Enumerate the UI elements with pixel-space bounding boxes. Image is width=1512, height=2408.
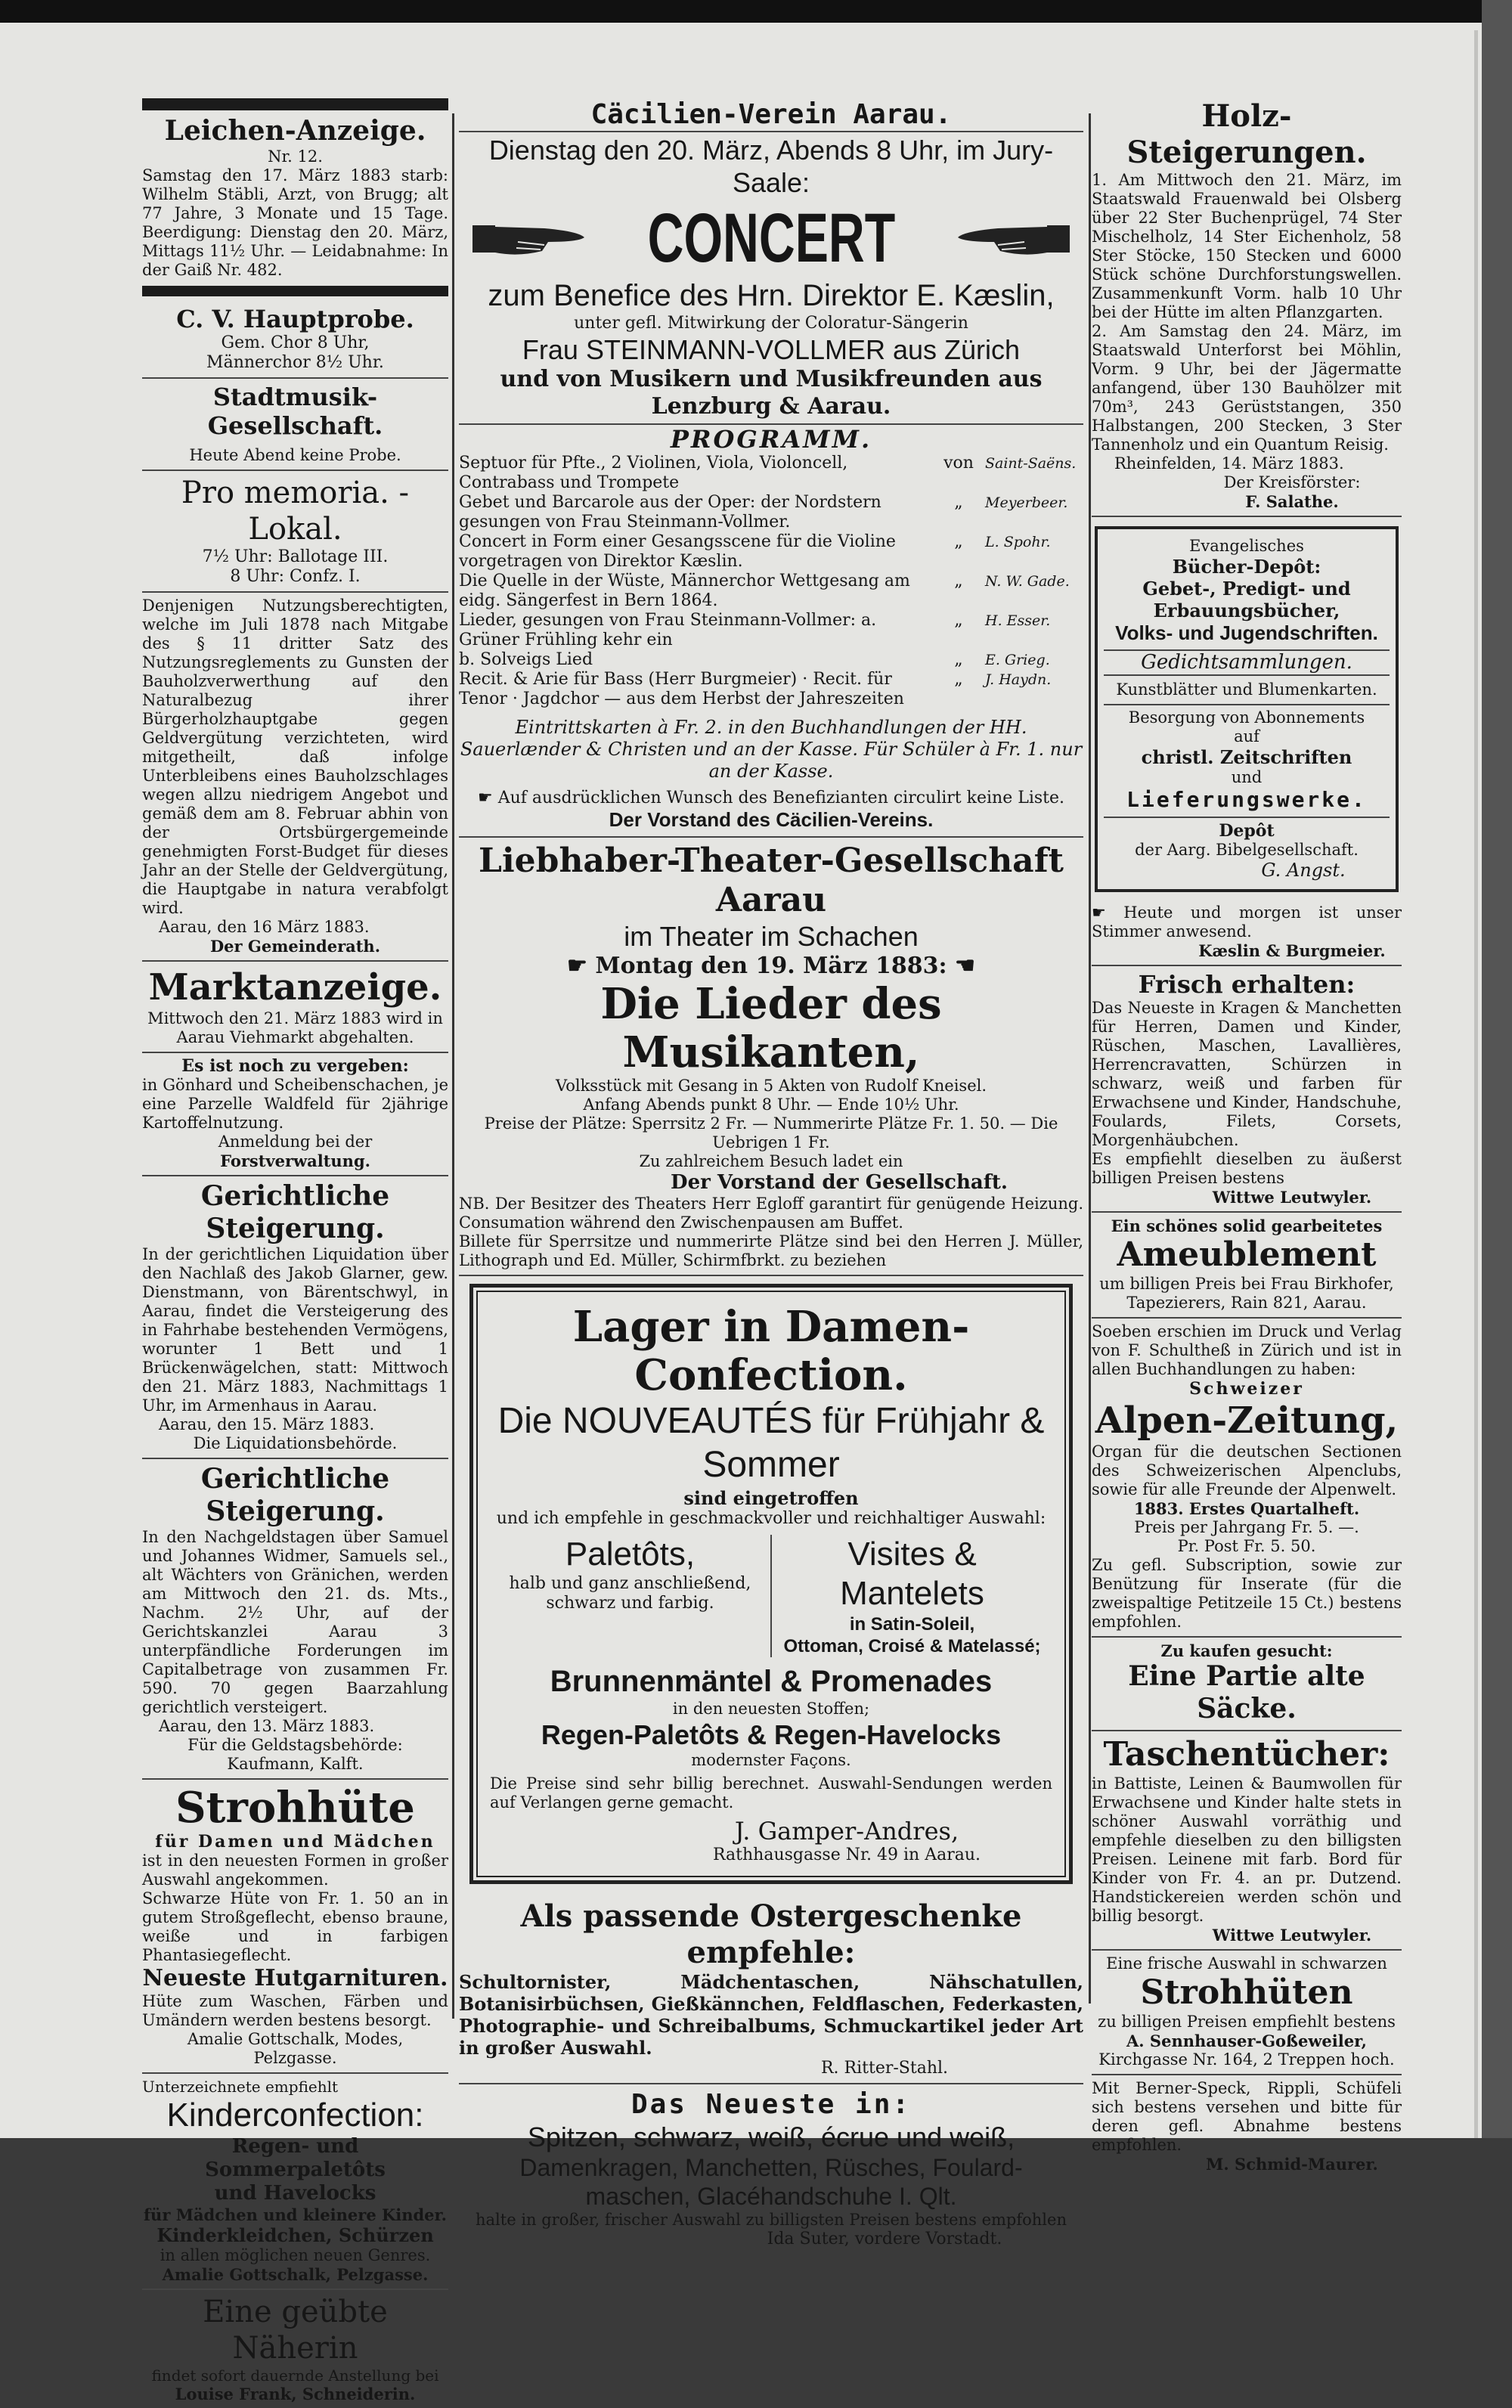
program-item-ditto: von	[943, 454, 974, 473]
buecher-line: Evangelisches	[1189, 537, 1304, 555]
ostern-sign: R. Ritter-Stahl.	[820, 2059, 949, 2078]
alpen-text2: Zu gefl. Subscription, sowie zur Benützung für Inserate (für die zweispaltige Petitzeile 15 Ct.) bestens empfohlen.	[1092, 1556, 1402, 1631]
gerichtliche-steigerung-2	[142, 1459, 448, 1780]
kinder-line: Regen- und Sommerpaletôts	[205, 2135, 386, 2181]
program-item	[459, 572, 1083, 611]
buecher-line: Volks- und Jugendschriften.	[1115, 621, 1378, 644]
column-left	[142, 95, 448, 2408]
buecher-line: Besorgung von Abonnements	[1104, 704, 1390, 727]
stimmer-text: Heute und morgen ist unser Stimmer anwesend.	[1092, 903, 1402, 941]
scan-top-edge	[0, 0, 1512, 23]
concert-title-row	[459, 199, 1083, 277]
program-item-title: Septuor für Pfte., 2 Violinen, Viola, Violoncell, Contrabass und Trompete	[459, 454, 848, 492]
gericht1-text: In der gerichtlichen Liquidation über den Nachlaß des Jakob Glarner, gew. Dienstmann, von Bärentschwyl, in Aarau, findet die Versteigerung des in Fahrhabe bestehenden Vermögens, worunter 1 Bett und 1 Brückenwägelchen, statt: Mittwoch den 21. März 1883, Nachmittags 1 Uhr, im Armenhaus in Aarau.	[142, 1245, 448, 1415]
saecke-title: Eine Partie alte Säcke.	[1128, 1660, 1365, 1725]
concert-with: unter gefl. Mitwirkung der Coloratur-Sängerin	[574, 314, 968, 333]
concert-society: Cäcilien-Verein Aarau.	[590, 99, 952, 130]
rule-bar	[142, 98, 448, 110]
frisch-text2: Es empfiehlt dieselben zu äußerst billigen Preisen bestens	[1092, 1150, 1402, 1187]
ostern-text: Schultornister, Mädchentaschen, Nähschatullen, Botanisirbüchsen, Gießkännchen, Feldflaschen, Federkasten, Photographie- und Schreibalbums, Schmuckartikel jeder Art in großer Auswahl.	[459, 1971, 1083, 2059]
stroh-text3: Hüte zum Waschen, Färben und Umändern werden bestens besorgt.	[142, 1992, 448, 2029]
concert-title: CONCERT	[647, 200, 895, 277]
stroh-title2: Neueste Hutgarnituren.	[142, 1965, 448, 1991]
neueste-title: Das Neueste in:	[631, 2089, 912, 2120]
kinderconfection	[142, 2074, 448, 2290]
alpen-title: Alpen-Zeitung,	[1095, 1399, 1399, 1442]
buecher-line: Gebet-, Predigt- und Erbauungsbücher,	[1142, 578, 1351, 621]
neueste-sign: Ida Suter, vordere Vorstadt.	[767, 2230, 1002, 2248]
cv-hauptprobe	[142, 301, 448, 379]
buecher-line: der Aarg. Bibelgesellschaft.	[1135, 841, 1359, 859]
program-item-title: Concert in Form einer Gesangsscene für die Violine vorgetragen von Direktor Kæslin.	[459, 532, 896, 571]
concert-ad	[459, 95, 1083, 838]
gericht1-title: Gerichtliche Steigerung.	[200, 1180, 390, 1244]
alpen-year: 1883. Erstes Quartalheft.	[1133, 1499, 1360, 1518]
damen-right-line: Ottoman, Croisé & Matelassé;	[783, 1636, 1041, 1656]
gericht1-date: Aarau, den 15. März 1883.	[159, 1415, 375, 1433]
neueste-ad	[459, 2084, 1083, 2254]
kinder-line: für Mädchen und kleinere Kinder.	[144, 2205, 447, 2224]
damen-regen: Regen-Paletôts & Regen-Havelocks	[541, 1719, 1002, 1750]
stroh-text2: Schwarze Hüte von Fr. 1. 50 an in gutem Stroßgeflecht, ebenso braune, weiße und in farbigen Phantasiegeflecht.	[142, 1889, 448, 1964]
theater-date: Montag den 19. März 1883:	[595, 953, 947, 979]
frisch-erhalten	[1092, 966, 1402, 1213]
nutzung-text: Denjenigen Nutzungsberechtigten, welche im Juli 1878 nach Mitgabe des § 11 dritter Satz des Nutzungsreglements zu Gunsten der Bauholzverwerthung auf den Naturalbezug ihrer Bürgerholzhauptgabe gegen Geldvergütung verzichteten, wird mitgetheilt, daß infolge Unterbleibens eines Bauholzschlages wegen allzu niedrigem Angebot und gemäß dem am 8. Februar abhin von der Ortsbürgergemeinde genehmigten Forst-Budget für dieses Jahr an der Stelle der Geldvergütung, die Hauptgabe in natura verabfolgt wird.	[142, 597, 448, 917]
neueste-line: Damenkragen, Manchetten, Rüsches, Foulard-	[519, 2154, 1023, 2181]
markt-text2: in Gönhard und Scheibenschachen, je eine Parzelle Waldfeld für 2jährige Kartoffelnutzung.	[142, 1076, 448, 1132]
marktanzeige	[142, 962, 448, 1176]
nutzung-date: Aarau, den 16 März 1883.	[159, 918, 370, 936]
ameub-pre: Ein schönes solid gearbeitetes	[1111, 1216, 1383, 1235]
program-item-ditto: „	[954, 532, 963, 551]
alpen-text: Organ für die deutschen Sectionen des Schweizerischen Alpenclubs, sowie für alle Freunde der Alpenwelt.	[1092, 1443, 1402, 1498]
promemoria-line: 8 Uhr: Confz. I.	[230, 567, 361, 586]
column-rule-left	[452, 113, 454, 2019]
theater-play: Die Lieder des Musikanten,	[600, 979, 942, 1077]
concert-singer: Frau STEINMANN-VOLLMER aus Zürich	[522, 334, 1021, 365]
program-list	[459, 454, 1083, 709]
program-item-ditto: „	[954, 493, 963, 512]
concert-note: Auf ausdrücklichen Wunsch des Benefizianten circulirt keine Liste.	[497, 789, 1064, 807]
gericht2-text: In den Nachgeldstagen über Samuel und Johannes Widmer, Samuels sel., alt Wächters von Gränichen, werden am Mittwoch den 21. ds. Mts., Nachm. 2½ Uhr, auf der Gerichtskanzlei Aarau 3 unterpfändliche Forderungen im Capitalbetrage von zusammen Fr. 590. 70 gegen Baarzahlung gerichtlich versteigert.	[142, 1528, 448, 1716]
promemoria-title: Pro memoria. - Lokal.	[181, 476, 410, 547]
stroh-text: ist in den neuesten Formen in großer Auswahl angekommen.	[142, 1852, 448, 1889]
holz-text: 2. Am Samstag den 24. März, im Staatswald Unterforst bei Möhlin, Vorm. 9 Uhr, bei der Jägermatte anfangend, über 130 Bauhölzer mit 70m³, 243 Gerüststangen, 350 Halbstangen, 200 Stecken, 3 Ster Tannenholz und ein Quantum Reisig.	[1092, 322, 1402, 454]
program-item-title: Lieder, gesungen von Frau Steinmann-Vollmer: a. Grüner Frühling kehr ein	[459, 611, 877, 649]
tasch-text: in Battiste, Leinen & Baumwollen für Erwachsene und Kinder halte stets in schöner Auswahl vorräthig und empfehle dieselben zu den billigsten Preisen. Leinene mit farb. Bord für Kinder von Fr. 4. an pr. Dutzend. Handstickereien werden schön und billig besorgt.	[1092, 1774, 1402, 1925]
program-item-author: L. Spohr.	[985, 534, 1051, 550]
naeherin-sign: Louise Frank, Schneiderin.	[175, 2385, 416, 2403]
damen-sign: J. Gamper-Andres,	[734, 1817, 959, 1846]
markt-sub: Es ist noch zu vergeben:	[142, 1052, 448, 1076]
kinder-sign: Amalie Gottschalk, Pelzgasse.	[162, 2265, 429, 2284]
pro-memoria	[142, 471, 448, 593]
program-item-title: Gebet und Barcarole aus der Oper: der Nordstern gesungen von Frau Steinmann-Vollmer.	[459, 493, 881, 531]
buecher-line: Gedichtsammlungen.	[1104, 649, 1390, 676]
neueste-line: Spitzen, schwarz, weiß, écrue und weiß,	[527, 2121, 1015, 2152]
page-fold-line	[1474, 30, 1478, 2138]
buecher-line: christl. Zeitschriften	[1141, 746, 1352, 768]
program-item-author: Saint-Saëns.	[985, 455, 1077, 472]
cv-line: Männerchor 8½ Uhr.	[206, 353, 384, 372]
alpen-price: Pr. Post Fr. 5. 50.	[1177, 1537, 1316, 1555]
concert-sign: Der Vorstand des Cäcilien-Vereins.	[609, 808, 934, 831]
damen-left	[490, 1535, 770, 1657]
theater-prices: Preise der Plätze: Sperrsitz 2 Fr. — Nummerirte Plätze Fr. 1. 50. — Die Uebrigen 1 Fr.	[484, 1114, 1058, 1151]
taschentuecher-ad	[1092, 1731, 1402, 1951]
program-item	[459, 493, 1083, 532]
kinder-intro: Unterzeichnete empfiehlt	[142, 2078, 339, 2096]
damen-title: Lager in Damen-Confection.	[572, 1302, 970, 1400]
pointing-hand-small-icon: ☛	[1092, 903, 1124, 922]
alpen-price: Preis per Jahrgang Fr. 5. —.	[1134, 1518, 1359, 1536]
leichen-anzeige	[142, 95, 448, 301]
program-item-ditto: „	[954, 670, 963, 689]
theater-place: im Theater im Schachen	[624, 921, 919, 952]
markt-text: Mittwoch den 21. März 1883 wird in Aarau Viehmarkt abgehalten.	[147, 1009, 443, 1046]
damen-twocol	[490, 1535, 1052, 1657]
gericht2-title: Gerichtliche Steigerung.	[200, 1463, 390, 1527]
nutzung-notice	[142, 593, 448, 962]
pointing-hand-small-icon: ☛	[477, 789, 493, 807]
rule-bar	[142, 286, 448, 296]
buecher-line: Kunstblätter und Blumenkarten.	[1116, 680, 1377, 699]
markt-title: Marktanzeige.	[148, 966, 442, 1009]
program-item-author: N. W. Gade.	[985, 573, 1070, 590]
column-middle	[459, 95, 1083, 2254]
buecher-line: und	[1231, 768, 1263, 786]
holz-steigerungen	[1092, 95, 1402, 517]
kinder-line: und Havelocks	[214, 2182, 376, 2205]
program-item-author: H. Esser.	[985, 612, 1051, 629]
strohhueten-text: zu billigen Preisen empfiehlt bestens	[1098, 2013, 1396, 2031]
program-item-author: E. Grieg.	[985, 652, 1050, 668]
concert-note-row	[459, 789, 1083, 808]
kinder-title: Kinderconfection:	[166, 2097, 424, 2134]
concert-musicians: und von Musikern und Musikfreunden aus Lenzburg & Aarau.	[500, 366, 1043, 420]
theater-desc: Volksstück mit Gesang in 5 Akten von Rudolf Kneisel.	[555, 1077, 987, 1095]
buecher-sign: G. Angst.	[1261, 860, 1346, 881]
leichen-text: Samstag den 17. März 1883 starb: Wilhelm Stäbli, Arzt, von Brugg; alt 77 Jahre, 3 Monate und 15 Tage. Beerdigung: Dienstag den 20. März, Mittags 11½ Uhr. — Leidabnahme: In der Gaiß Nr. 482.	[142, 166, 448, 279]
program-item-title: Die Quelle in der Wüste, Männerchor Wettgesang am eidg. Sängerfest in Bern 1864.	[459, 572, 910, 610]
damen-recommend: und ich empfehle in geschmackvoller und reichhaltiger Auswahl:	[496, 1509, 1046, 1528]
ameublement-ad	[1092, 1213, 1402, 1319]
naeherin-title: Eine geübte Näherin	[203, 2295, 388, 2366]
theater-date-row	[459, 953, 1083, 980]
strohhueten-addr: Kirchgasse Nr. 164, 2 Treppen hoch.	[1098, 2050, 1395, 2069]
alpen-pre: Soeben erschien im Druck und Verlag von F. Schultheß in Zürich und ist in allen Buchhandlungen zu haben:	[1092, 1322, 1402, 1378]
gericht1-sign: Die Liquidationsbehörde.	[193, 1434, 398, 1452]
ameub-text: um billigen Preis bei Frau Birkhofer, Tapezierers, Rain 821, Aarau.	[1099, 1275, 1394, 1312]
werner-sign: M. Schmid-Maurer.	[1206, 2155, 1378, 2174]
werner-text: Mit Berner-Speck, Rippli, Schüfeli sich bestens versehen und bitte für deren gefl. Abnahme bestens empfohlen.	[1092, 2079, 1402, 2154]
program-item-ditto: „	[954, 650, 963, 669]
stadtmusik-text: Heute Abend keine Probe.	[189, 446, 401, 464]
damen-left-title: Paletôts,	[565, 1536, 696, 1573]
strohhuete	[142, 1780, 448, 2074]
program-item	[459, 454, 1083, 493]
stroh-sign: Pelzgasse.	[253, 2049, 337, 2067]
theater-billete: Billete für Sperrsitze und nummerirte Plätze sind bei den Herren J. Müller, Lithograph und Ed. Müller, Schirmfbrkt. zu beziehen	[459, 1232, 1083, 1269]
gerichtliche-steigerung-1	[142, 1176, 448, 1459]
column-right	[1092, 95, 1402, 2178]
pointing-hand-right-icon	[472, 212, 586, 265]
pointing-hand-left-icon	[956, 212, 1070, 265]
ameub-title: Ameublement	[1117, 1235, 1377, 1274]
saecke-ad	[1092, 1638, 1402, 1731]
damen-right	[770, 1535, 1052, 1657]
buecher-line: auf	[1234, 727, 1259, 745]
damen-brunnen: Brunnenmäntel & Promenades	[550, 1665, 993, 1698]
tasch-sign: Wittwe Leutwyler.	[1212, 1926, 1372, 1945]
damen-facons: modernster Façons.	[691, 1751, 851, 1769]
damen-sub: Die NOUVEAUTÉS für Frühjahr & Sommer	[497, 1401, 1045, 1485]
program-item	[459, 611, 1083, 650]
stroh-title: Strohhüte	[175, 1783, 415, 1833]
damen-prices: Die Preise sind sehr billig berechnet. Auswahl-Sendungen werden auf Verlangen gerne gemacht.	[490, 1774, 1052, 1811]
theater-time: Anfang Abends punkt 8 Uhr. — Ende 10½ Uhr.	[583, 1096, 959, 1114]
damen-left-text: halb und ganz anschließend, schwarz und farbig.	[509, 1574, 751, 1613]
buecher-depot-ad	[1095, 526, 1399, 892]
program-item-author: J. Haydn.	[985, 671, 1052, 688]
stimmer-sign: Kæslin & Burgmeier.	[1198, 941, 1386, 960]
scan-right-edge	[1482, 0, 1512, 2138]
pointing-hand-small-icon: ☚	[947, 953, 975, 979]
stimmer-notice	[1092, 900, 1402, 966]
program-item-author: Meyerbeer.	[985, 494, 1068, 511]
holz-sign: F. Salathe.	[1245, 492, 1339, 511]
concert-date: Dienstag den 20. März, Abends 8 Uhr, im Jury-Saale:	[459, 131, 1083, 199]
strohhueten-title: Strohhüten	[1140, 1973, 1353, 2012]
leichen-nr: Nr. 12.	[268, 147, 323, 166]
markt-text3: Anmeldung bei der	[218, 1133, 373, 1151]
theater-ad	[459, 838, 1083, 1276]
gericht2-sign: Kaufmann, Kalft.	[227, 1755, 364, 1773]
cv-line: Gem. Chor 8 Uhr,	[221, 333, 370, 352]
frisch-sign: Wittwe Leutwyler.	[1212, 1188, 1372, 1207]
neueste-line: maschen, Glacéhandschuhe I. Qlt.	[585, 2183, 957, 2210]
markt-sign: Forstverwaltung.	[220, 1151, 370, 1170]
kinder-line: in allen möglichen neuen Genres.	[160, 2246, 431, 2264]
program-item-title: b. Solveigs Lied	[459, 650, 593, 669]
theater-title: Liebhaber-Theater-Gesellschaft Aarau	[479, 841, 1064, 919]
stroh-sign: Amalie Gottschalk, Modes,	[187, 2030, 404, 2048]
stroh-sub: für Damen und Mädchen	[155, 1832, 435, 1852]
concert-programm-heading: PROGRAMM.	[459, 423, 1083, 454]
alpen-sub: Schweizer	[1189, 1379, 1304, 1399]
damen-arrived: sind eingetroffen	[683, 1487, 859, 1509]
holz-sign: Der Kreisförster:	[1223, 473, 1361, 491]
theater-sign: Der Vorstand der Gesellschaft.	[671, 1171, 1008, 1194]
program-item	[459, 650, 1083, 670]
alpen-zeitung-ad	[1092, 1319, 1402, 1638]
naeherin	[142, 2290, 448, 2408]
damen-stoffe: in den neuesten Stoffen;	[672, 1700, 870, 1718]
holz-date: Rheinfelden, 14. März 1883.	[1114, 454, 1344, 473]
theater-nb: NB. Der Besitzer des Theaters Herr Egloff garantirt für genügende Heizung. Consumation während den Zwischenpausen am Buffet.	[459, 1195, 1083, 1232]
program-item-ditto: „	[954, 572, 963, 590]
strohhueten-ad	[1092, 1951, 1402, 2075]
gericht2-date: Aarau, den 13. März 1883.	[159, 1717, 375, 1735]
program-item-title: Recit. & Arie für Bass (Herr Burgmeier) · Recit. für Tenor · Jagdchor — aus dem Herbst der Jahreszeiten	[459, 670, 904, 708]
strohhueten-sign: A. Sennhauser-Goßeweiler,	[1126, 2031, 1367, 2050]
promemoria-line: 7½ Uhr: Ballotage III.	[202, 547, 389, 566]
neueste-text: halte in großer, frischer Auswahl zu billigsten Preisen bestens empfohlen	[476, 2211, 1067, 2229]
nutzung-sign: Der Gemeinderath.	[209, 937, 381, 956]
stimmer-text-row	[1092, 903, 1402, 941]
buecher-line: Depôt	[1104, 817, 1390, 841]
strohhueten-pre: Eine frische Auswahl in schwarzen	[1106, 1954, 1387, 1973]
program-item-ditto: „	[954, 611, 963, 630]
leichen-title: Leichen-Anzeige.	[164, 115, 426, 147]
stadtmusik-title: Stadtmusik-Gesellschaft.	[207, 383, 383, 440]
theater-invite: Zu zahlreichem Besuch ladet ein	[639, 1152, 903, 1170]
saecke-pre: Zu kaufen gesucht:	[1160, 1641, 1333, 1660]
concert-tickets: Eintrittskarten à Fr. 2. in den Buchhandlungen der HH. Sauerlænder & Christen und an der Kasse. Für Schüler à Fr. 1. nur an der Kasse.	[460, 717, 1083, 782]
tasch-title: Taschentücher:	[1103, 1735, 1390, 1774]
pointing-hand-small-icon: ☛	[567, 953, 596, 979]
column-rule-right	[1089, 113, 1091, 2004]
damen-right-line: in Satin-Soleil,	[849, 1614, 975, 1635]
ostergeschenke-ad	[459, 1895, 1083, 2084]
werner-speck-ad	[1092, 2075, 1402, 2178]
damen-right-title: Visites & Mantelets	[840, 1536, 984, 1612]
damen-confection-ad	[469, 1284, 1073, 1884]
damen-addr: Rathhausgasse Nr. 49 in Aarau.	[712, 1846, 981, 1864]
program-item	[459, 670, 1083, 709]
naeherin-text: findet sofort dauernde Anstellung bei	[151, 2366, 439, 2385]
frisch-title: Frisch erhalten:	[1138, 970, 1356, 999]
ostern-title: Als passende Ostergeschenke empfehle:	[520, 1898, 1022, 1970]
holz-title: Holz-Steigerungen.	[1126, 98, 1367, 170]
buecher-line: Bücher-Depôt:	[1172, 556, 1321, 578]
buecher-wrap	[1092, 517, 1402, 900]
buecher-line: Lieferungswerke.	[1126, 787, 1367, 812]
cv-title: C. V. Hauptprobe.	[176, 305, 414, 333]
damen-confection-wrap	[459, 1276, 1083, 1895]
stadtmusik	[142, 379, 448, 471]
kinder-line: Kinderkleidchen, Schürzen	[156, 2224, 434, 2246]
concert-benefit: zum Benefice des Hrn. Direktor E. Kæslin,	[488, 279, 1055, 312]
gericht2-sign: Für die Geldstagsbehörde:	[187, 1736, 403, 1754]
program-item	[459, 532, 1083, 572]
frisch-text: Das Neueste in Kragen & Manchetten für Herren, Damen und Kinder, Rüschen, Maschen, Lavallières, Herrencravatten, Schürzen in schwarz, weiß und farben für Erwachsene und Kinder, Handschuhe, Foulards, Filets, Corsets, Morgenhäubchen.	[1092, 999, 1402, 1149]
holz-text: 1. Am Mittwoch den 21. März, im Staatswald Frauenwald bei Olsberg über 22 Ster Buchenprügel, 74 Ster Mischelholz, 14 Ster Eichenholz, 58 Ster Stöcke, 150 Stecken und 6000 Stück schöne Durchforstungswellen. Zusammenkunft Vorm. halb 10 Uhr bei der Hütte im alten Pflanzgarten.	[1092, 171, 1402, 321]
